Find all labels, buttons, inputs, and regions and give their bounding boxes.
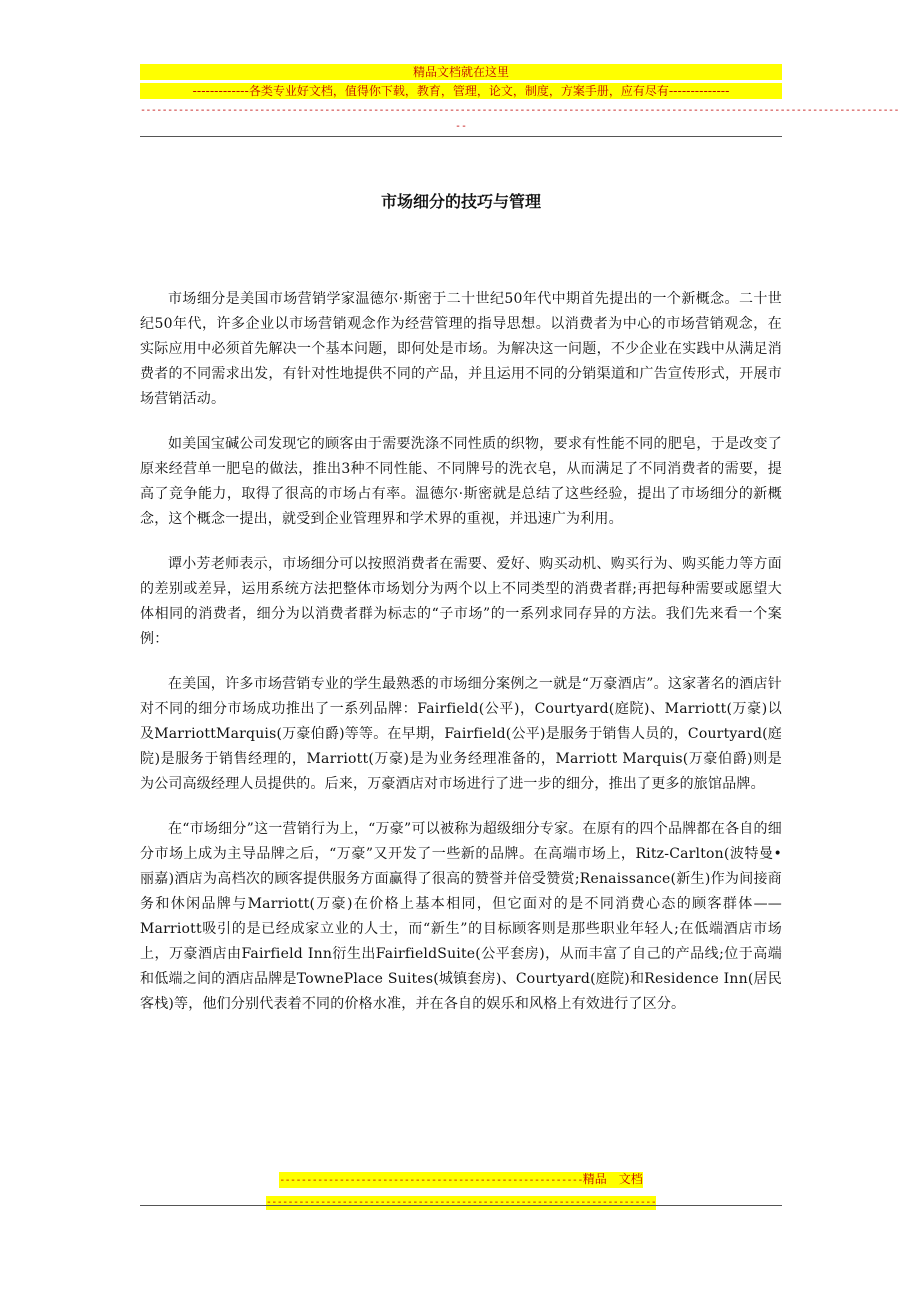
paragraph: 如美国宝碱公司发现它的顾客由于需要洗涤不同性质的织物，要求有性能不同的肥皂，于是改变了原来经营单一肥皂的做法，推出3种不同性能、不同牌号的洗衣皂，从而满足了不同消费者的需要，提高了竞争能力，取得了很高的市场占有率。温德尔·斯密就是总结了这些经验，提出了市场细分的新概念，这个概念一提出，就受到企业管理界和学术界的重视，并迅速广为利用。 <box>140 436 782 527</box>
page-header <box>140 64 899 133</box>
document-title: 市场细分的技巧与管理 <box>380 192 541 211</box>
header-tagline: -------------各类专业好文档，值得你下载，教育，管理，论文，制度，方案手册，应有尽有-------------- <box>140 83 782 99</box>
header-dash-tail: -- <box>454 121 468 132</box>
header-title: 精品文档就在这里 <box>412 65 509 79</box>
footer-dashes: -------------------------------------------------------- <box>279 1175 583 1186</box>
footer-rule <box>140 1205 782 1206</box>
header-rule <box>140 136 782 137</box>
header-banner <box>140 64 782 80</box>
page-footer <box>140 1168 782 1210</box>
paragraph: 谭小芳老师表示，市场细分可以按照消费者在需要、爱好、购买动机、购买行为、购买能力等方面的差别或差异，运用系统方法把整体市场划分为两个以上不同类型的消费者群;再把每种需要或愿望大体相同的消费者，细分为以消费者群为标志的“子市场”的一系列求同存异的方法。我们先来看一个案例： <box>140 556 782 647</box>
paragraph: 在美国，许多市场营销专业的学生最熟悉的市场细分案例之一就是“万豪酒店”。这家著名的酒店针对不同的细分市场成功推出了一系列品牌：Fairfield(公平)，Courtyard(庭院)、Marriott(万豪)以及MarriottMarquis(万豪伯爵)等等。在早期，Fairfield(公平)是服务于销售人员的，Courtyard(庭院)是服务于销售经理的，Marriott(万豪)是为业务经理准备的，Marriott Marquis(万豪伯爵)则是为公司高级经理人员提供的。后来，万豪酒店对市场进行了进一步的细分，推出了更多的旅馆品牌。 <box>140 676 782 792</box>
footer-dash-line: ------------------------------------------------------------------------ <box>265 1197 657 1208</box>
paragraph: 市场细分是美国市场营销学家温德尔·斯密于二十世纪50年代中期首先提出的一个新概念。二十世纪50年代，许多企业以市场营销观念作为经营管理的指导思想。以消费者为中心的市场营销观念，在实际应用中必须首先解决一个基本问题，即何处是市场。为解决这一问题，不少企业在实践中从满足消费者的不同需求出发，有针对性地提供不同的产品，并且运用不同的分销渠道和广告宣传形式，开展市场营销活动。 <box>140 291 782 407</box>
header-dash-line: -------------------------------------------------------------------------------------------------------------------------------------------- <box>140 105 899 116</box>
document-body <box>140 287 782 1037</box>
footer-banner <box>279 1172 643 1188</box>
paragraph: 在“市场细分”这一营销行为上，“万豪”可以被称为超级细分专家。在原有的四个品牌都在各自的细分市场上成为主导品牌之后，“万豪”又开发了一些新的品牌。在高端市场上，Ritz-Carlton(波特曼•丽嘉)酒店为高档次的顾客提供服务方面赢得了很高的赞誉并倍受赞赏;Renaissance(新生)作为间接商务和休闲品牌与Marriott(万豪)在价格上基本相同，但它面对的是不同消费心态的顾客群体——Marriott吸引的是已经成家立业的人士，而“新生”的目标顾客则是那些职业年轻人;在低端酒店市场上，万豪酒店由Fairfield Inn衍生出FairfieldSuite(公平套房)，从而丰富了自己的产品线;位于高端和低端之间的酒店品牌是TownePlace Suites(城镇套房)、Courtyard(庭院)和Residence Inn(居民客栈)等，他们分别代表着不同的价格水准，并在各自的娱乐和风格上有效进行了区分。 <box>140 821 782 1012</box>
footer-label: 精品 文档 <box>582 1172 643 1186</box>
